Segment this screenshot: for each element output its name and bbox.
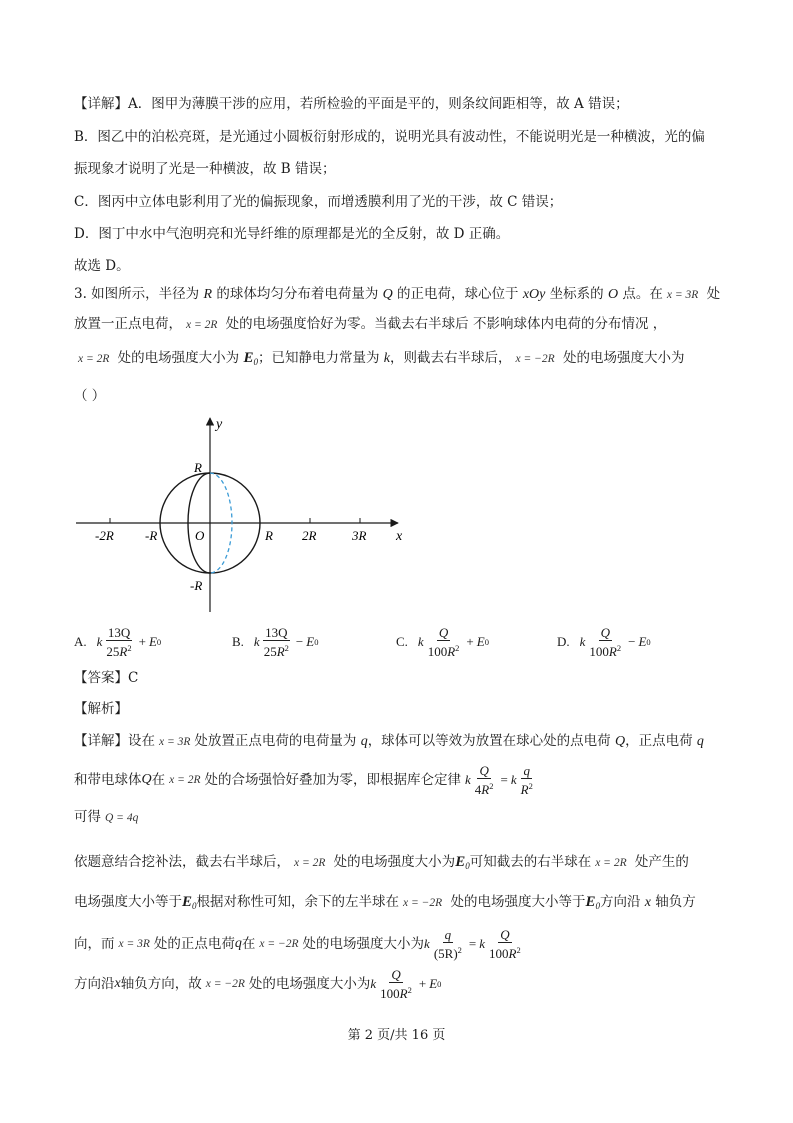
e: E [585, 894, 596, 910]
equals: = [500, 772, 508, 787]
eq-xm2r: x = −2R [259, 938, 299, 950]
sign: − [295, 634, 304, 649]
page-footer: 第 2 页/共 16 页 [347, 1028, 446, 1043]
sub: 0 [646, 637, 651, 647]
eq-x2r: x = 2R [78, 353, 110, 365]
text: 处的正点电荷 [153, 936, 235, 952]
power: 2 [516, 944, 521, 955]
solution-line-6 [74, 924, 525, 964]
text: 处的电场强度大小为 [113, 350, 244, 366]
tick-label-x: -R [145, 528, 158, 543]
plus: + [418, 976, 427, 991]
text: ；已知静电力常量为 [258, 350, 384, 366]
r: R [520, 781, 529, 797]
text: ，则截去右半球后， [390, 350, 512, 366]
var-k: k [383, 351, 391, 366]
sub: 0 [465, 861, 470, 871]
denominator [104, 641, 133, 659]
sub: 0 [595, 901, 600, 911]
text: 处的合场强恰好叠加为零，即根据库仑定律 [204, 772, 462, 788]
text: 处的电场强度恰好为零。当截去右半球后 不影响球体内电荷的分布情况 ， [221, 316, 667, 332]
e: E [638, 634, 647, 649]
question-3-line-3 [74, 348, 684, 372]
sub: 0 [192, 901, 197, 911]
eq-x3r: x = 3R [118, 938, 150, 950]
axis-label-y: y [216, 417, 223, 432]
option-a[interactable] [74, 622, 161, 662]
r: R [447, 643, 456, 659]
denominator [262, 641, 291, 659]
power: 2 [528, 780, 533, 791]
var-r: R [203, 287, 213, 302]
final-field-equation [370, 968, 441, 1001]
e0-symbol [243, 350, 258, 366]
var-q: Q [141, 772, 152, 787]
fraction [432, 928, 464, 961]
var-o: O [607, 287, 619, 302]
coef: 4 [474, 781, 482, 797]
option-formula [418, 626, 489, 659]
text: 3. 如图所示，半径为 [74, 286, 204, 302]
option-label: C. [396, 634, 408, 649]
sub: 0 [314, 637, 319, 647]
tick-label-x: R [265, 528, 273, 543]
point-charge-field-equation [424, 928, 525, 961]
coef: 100 [489, 945, 509, 961]
option-formula [97, 626, 162, 659]
solution-line-2 [74, 760, 537, 800]
coef: 100 [380, 985, 400, 1001]
question-3-line-2 [74, 314, 666, 335]
numerator: Q [600, 624, 610, 640]
text: 处的电场强度大小为 [302, 936, 425, 952]
text: 点。在 [618, 286, 663, 302]
text: 放置一正点电荷， [74, 316, 182, 332]
var-q-small: q [360, 734, 368, 749]
power: 2 [457, 944, 462, 955]
text: 轴负方 [651, 894, 696, 910]
fraction [104, 626, 133, 659]
option-label: A. [74, 634, 87, 649]
option-d[interactable] [557, 622, 651, 662]
text: 根据对称性可知，余下的左半球在 [196, 894, 400, 910]
k: k [479, 936, 486, 951]
text: 向，而 [74, 936, 115, 952]
text: 处产生的 [630, 854, 689, 870]
text: 的正电荷，球心位于 [392, 286, 523, 302]
option-label: B. [232, 634, 244, 649]
eq-xm2r: x = −2R [515, 353, 555, 365]
solution-line-1 [74, 731, 704, 752]
numerator: 13Q [107, 624, 131, 640]
fraction [378, 968, 414, 1001]
question-3-line-1 [74, 284, 720, 305]
sign: + [466, 634, 474, 649]
text: 可知截去的右半球在 [469, 854, 592, 870]
numerator: Q [438, 624, 449, 640]
coef: 25 [106, 643, 120, 659]
tick-label-x: 2R [302, 528, 317, 543]
e: E [476, 634, 485, 649]
sub: 0 [253, 357, 258, 367]
var-q-small: q [696, 734, 704, 749]
text: 在 [151, 772, 166, 788]
var-q: Q [614, 734, 626, 749]
numerator: Q [391, 966, 401, 982]
text: 可得 [74, 809, 101, 825]
r: R [119, 643, 128, 659]
explanation-c: C．图丙中立体电影利用了光的偏振现象，而增透膜利用了光的干涉，故 C 错误； [74, 194, 563, 210]
text: 处的电场强度大小为 [248, 976, 371, 992]
power: 2 [489, 780, 494, 791]
var-x: x [114, 976, 121, 991]
conclusion: 故选 D。 [74, 258, 130, 274]
k: k [253, 634, 260, 649]
option-label: D. [557, 634, 570, 649]
denominator [432, 943, 464, 961]
option-formula [254, 626, 319, 659]
option-formula [580, 626, 651, 659]
eq-x3r: x = 3R [666, 289, 699, 301]
text: 方向沿 [74, 976, 115, 992]
text: 处的电场强度大小等于 [446, 894, 586, 910]
text: 在 [241, 936, 256, 952]
question-3-line-4: （ ） [74, 388, 106, 404]
explanation-a: 【详解】A．图甲为薄膜干涉的应用，若所检验的平面是平的，则条纹间距相等，故 A 错误； [74, 96, 629, 112]
eq-x3r: x = 3R [159, 736, 191, 748]
answer-heading: 【答案】C [74, 670, 139, 686]
e0-symbol [455, 854, 470, 870]
var-x: x [644, 895, 651, 910]
numerator: Q [500, 926, 510, 942]
k: k [424, 936, 430, 951]
fraction [262, 626, 291, 659]
r: R [608, 643, 617, 659]
solution-line-5 [74, 892, 696, 916]
k: k [417, 634, 424, 649]
sign: − [628, 634, 636, 649]
tick-label-x: -2R [95, 528, 114, 543]
explanation-b-1: B．图乙中的泊松亮斑，是光通过小圆板衍射形成的，说明光具有波动性，不能说明光是一种横波，光的偏 [74, 129, 705, 145]
fraction [426, 626, 462, 659]
e0-symbol [585, 894, 600, 910]
numerator: Q [479, 762, 489, 778]
e: E [429, 976, 438, 991]
text: 处放置正点电荷的电荷量为 [194, 733, 361, 749]
solution-line-7 [74, 964, 441, 1004]
coef: 100 [427, 643, 448, 659]
fraction [587, 626, 623, 659]
option-b[interactable] [232, 622, 318, 662]
analysis-heading: 【解析】 [74, 701, 128, 717]
k: k [510, 772, 517, 787]
numerator: q [523, 762, 530, 778]
power: 2 [455, 642, 460, 653]
solution-line-4 [74, 852, 689, 876]
sphere-figure [70, 412, 410, 624]
eq-x2r: x = 2R [294, 857, 326, 869]
eq-x2r: x = 2R [186, 319, 218, 331]
eq-xm2r: x = −2R [403, 897, 443, 909]
r: R [508, 945, 517, 961]
power: 2 [407, 984, 412, 995]
axis-label-x: x [396, 529, 403, 544]
option-c[interactable] [396, 622, 489, 662]
r: R [481, 781, 490, 797]
text: 处的电场强度大小为 [329, 854, 456, 870]
text: 的球体均匀分布着电荷量为 [212, 286, 383, 302]
denominator [378, 983, 414, 1001]
sign: + [138, 634, 146, 649]
power: 2 [127, 642, 132, 653]
tick-label-y: R [194, 460, 202, 475]
sub: 0 [156, 637, 162, 647]
coef: 100 [589, 643, 609, 659]
k: k [579, 634, 586, 649]
r: R [399, 985, 408, 1001]
text: ，球体可以等效为放置在球心处的点电荷 [367, 733, 615, 749]
e0-symbol [182, 894, 197, 910]
e: E [182, 894, 193, 910]
coord-system: xOy [522, 287, 546, 302]
explanation-b-2: 振现象才说明了光是一种横波，故 B 错误； [74, 161, 336, 177]
e: E [455, 854, 466, 870]
coulomb-equation [465, 764, 537, 797]
var-q-small: q [234, 936, 242, 951]
solution-line-3 [74, 807, 142, 828]
numerator: q [444, 926, 452, 942]
denominator [473, 779, 496, 797]
sub: 0 [484, 637, 489, 647]
k: k [96, 634, 103, 649]
denominator [487, 943, 523, 961]
fraction [519, 764, 535, 797]
numerator: 13Q [265, 624, 288, 640]
text: 处 [702, 286, 721, 302]
explanation-d: D．图丁中水中气泡明亮和光导纤维的原理都是光的全反射，故 D 正确。 [74, 226, 510, 242]
text: 和带电球体 [74, 772, 142, 788]
e: E [243, 350, 254, 366]
k: k [370, 976, 377, 991]
k: k [465, 772, 471, 787]
tick-label-y: -R [190, 578, 203, 593]
text: 处的电场强度大小为 [558, 350, 685, 366]
power: 2 [284, 642, 289, 653]
eq-q4q: Q = 4q [105, 812, 139, 824]
var-q: Q [382, 287, 393, 302]
tick-label-x: 3R [352, 528, 367, 543]
text: 依题意结合挖补法，截去右半球后， [74, 854, 290, 870]
denominator [426, 641, 462, 659]
text: 轴负方向，故 [120, 976, 202, 992]
power: 2 [616, 642, 622, 653]
equals: = [468, 936, 477, 951]
five-r: (5R) [433, 945, 458, 961]
e: E [148, 634, 157, 649]
text: 电场强度大小等于 [74, 894, 182, 910]
coef: 25 [263, 643, 277, 659]
text: 方向沿 [599, 894, 645, 910]
text: 【详解】设在 [74, 733, 155, 749]
origin-label: O [195, 528, 205, 543]
text: 坐标系的 [545, 286, 608, 302]
r: R [276, 643, 285, 659]
sub: 0 [437, 979, 442, 989]
eq-x2r: x = 2R [169, 774, 201, 786]
eq-x2r: x = 2R [595, 857, 627, 869]
denominator [519, 779, 535, 797]
fraction [473, 764, 496, 797]
text: ，正点电荷 [625, 733, 697, 749]
eq-xm2r: x = −2R [205, 978, 245, 990]
fraction [487, 928, 523, 961]
e: E [306, 634, 315, 649]
denominator [587, 641, 623, 659]
